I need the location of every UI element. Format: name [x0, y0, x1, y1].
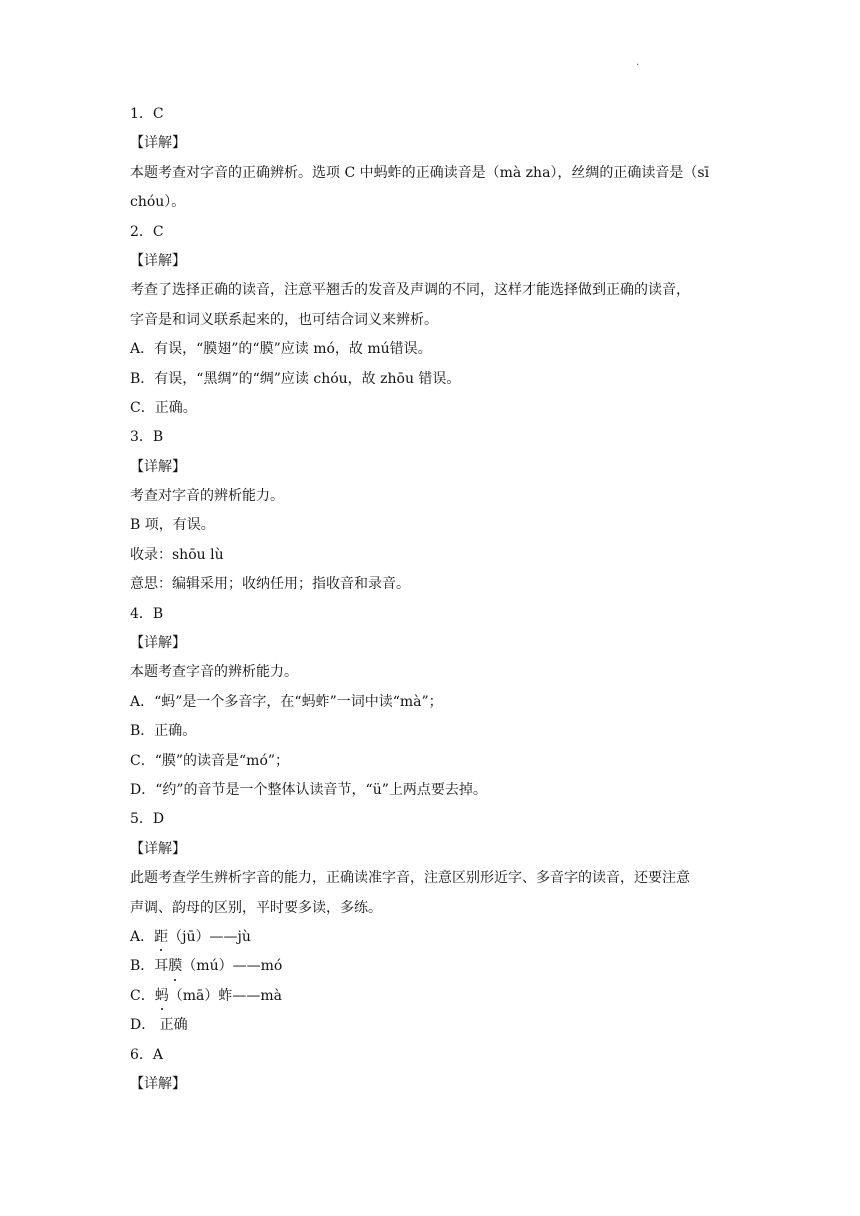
answer-number: 6．A: [130, 1046, 164, 1063]
text-line: B 项，有误。: [130, 517, 215, 534]
section-heading: 【详解】: [130, 458, 186, 475]
option-rest: （mā）蚱——mà: [168, 987, 282, 1004]
option-line: [130, 982, 750, 1011]
option-line: [130, 923, 750, 952]
header-mark: .: [636, 57, 640, 68]
section-heading: 【详解】: [130, 635, 186, 652]
option-rest: （mú）——mó: [182, 958, 283, 975]
option-prefix: B．耳: [130, 958, 169, 975]
option-line: C．正确。: [130, 399, 197, 416]
answer-number: 5．D: [130, 811, 165, 828]
text-line: 收录：shōu lù: [130, 546, 224, 563]
option-line: B．有误，“黑绸”的“绸”应读 chóu，故 zhōu 错误。: [130, 370, 461, 387]
text-line: 声调、韵母的区别，平时要多读，多练。: [130, 899, 382, 916]
text-line: chóu）。: [130, 194, 186, 211]
option-prefix: A．: [130, 928, 155, 945]
text-line: 此题考查学生辨析字音的能力，正确读准字音，注意区别形近字、多音字的读音，还要注意: [130, 870, 690, 887]
option-prefix: C．: [130, 987, 155, 1004]
option-rest: （jū）——jù: [168, 928, 251, 945]
option-line: B．正确。: [130, 723, 197, 740]
answer-number: 4．B: [130, 605, 164, 622]
text-line: 本题考查对字音的正确辨析。选项 C 中蚂蚱的正确读音是（mà zha），丝绸的正确读音是（sī: [130, 164, 710, 181]
option-line: D． 正确: [130, 1017, 188, 1034]
text-line: 本题考查字音的辨析能力。: [130, 664, 298, 681]
emphasized-char: 膜: [168, 952, 182, 981]
text-line: 考查对字音的辨析能力。: [130, 488, 284, 505]
text-line: 意思：编辑采用；收纳任用；指收音和录音。: [130, 576, 410, 593]
answer-number: 3．B: [130, 429, 164, 446]
section-heading: 【详解】: [130, 252, 186, 269]
text-line: 考查了选择正确的读音，注意平翘舌的发音及声调的不同，这样才能选择做到正确的读音，: [130, 282, 690, 299]
section-heading: 【详解】: [130, 840, 186, 857]
text-line: 字音是和词义联系起来的，也可结合词义来辨析。: [130, 311, 438, 328]
emphasized-char: 距: [154, 923, 168, 952]
option-line: C．“膜”的读音是“mó”；: [130, 752, 290, 769]
answer-body: [130, 100, 750, 1099]
answer-number: 2．C: [130, 223, 164, 240]
option-line: A．“蚂”是一个多音字，在“蚂蚱”一词中读“mà”；: [130, 693, 443, 710]
option-line: A．有误，“膜翅”的“膜”应读 mó，故 mú错误。: [130, 341, 432, 358]
answer-number: 1．C: [130, 106, 164, 122]
option-line: D．“约”的音节是一个整体认读音节，“ü”上两点要去掉。: [130, 781, 487, 798]
section-heading: 【详解】: [130, 1075, 186, 1092]
section-heading: 【详解】: [130, 135, 186, 152]
option-line: [130, 952, 750, 981]
emphasized-char: 蚂: [155, 982, 169, 1011]
